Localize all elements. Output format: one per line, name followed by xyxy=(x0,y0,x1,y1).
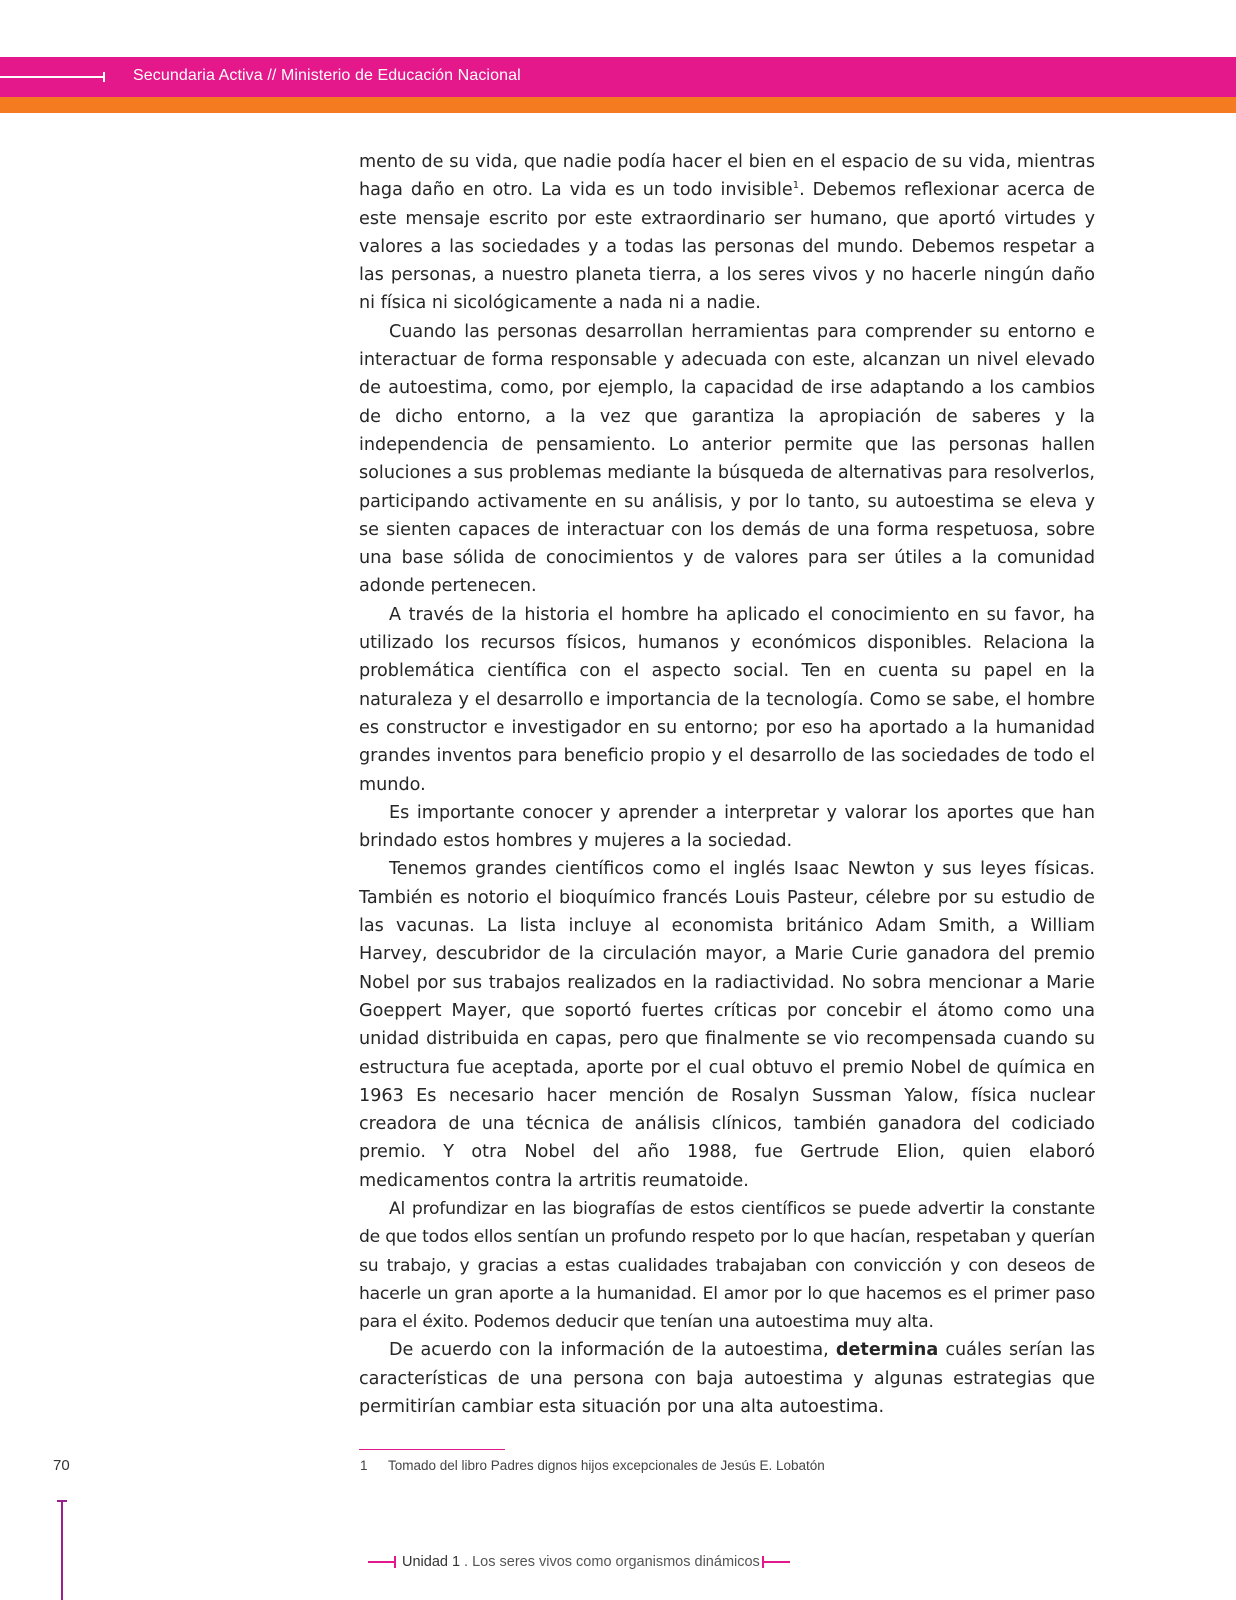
page-number: 70 xyxy=(53,1457,70,1474)
paragraph-4: Es importante conocer y aprender a interpretar y valorar los aportes que han brindado estos hombres y mujeres a la sociedad. xyxy=(359,802,1095,852)
footnote-reference: 1 xyxy=(792,180,800,192)
paragraph-5: Tenemos grandes científicos como el inglés Isaac Newton y sus leyes físicas. También es notorio el bioquímico francés Louis Pasteur, célebre por su estudio de las vacunas. La lista incluye al economista británico Adam Smith, a William Harvey, descubridor de la circulación mayor, a Marie Curie ganadora del premio Nobel por sus trabajos realizados en la radiactividad. No sobra mencionar a Marie Goeppert Mayer, que soportó fuertes críticas por concebir el átomo como una unidad distribuida en capas, pero que finalmente se vio recompensada cuando su estructura fue aceptada, aporte por el cual obtuvo el premio Nobel de química en 1963 Es necesario hacer mención de Rosalyn Sussman Yalow, física nuclear creadora de una técnica de análisis clínicos, también ganadora del codiciado premio. Y otra Nobel del año 1988, fue Gertrude Elion, quien elaboró medicamentos contra la artritis reumatoide. xyxy=(359,859,1095,1191)
footer-description: . Los seres vivos como organismos dinámicos xyxy=(464,1554,760,1570)
footer-rule-left xyxy=(368,1561,394,1563)
footnote-text: Tomado del libro Padres dignos hijos excepcionales de Jesús E. Lobatón xyxy=(388,1458,825,1473)
footer-rule-right xyxy=(764,1561,790,1563)
header-rule xyxy=(0,76,104,78)
paragraph-1-part-a: mento de su vida, que nadie podía hacer el bien en el espacio de su vida, mientras haga daño en otro. La vida es un todo invisible xyxy=(359,152,1095,201)
paragraph-7-part-a: De acuerdo con la información de la autoestima, xyxy=(389,1340,836,1361)
paragraph-3: A través de la historia el hombre ha aplicado el conocimiento en su favor, ha utilizado los recursos físicos, humanos y económicos disponibles. Relaciona la problemática científica con el aspecto social. Ten en cuenta su papel en la naturaleza y el desarrollo e importancia de la tecnología. Como se sabe, el hombre es constructor e investigador en su entorno; por eso ha aportado a la humanidad grandes inventos para beneficio propio y el desarrollo de las sociedades de todo el mundo. xyxy=(359,604,1095,795)
paragraph-1 xyxy=(359,148,1095,318)
footer-unit: Unidad 1 xyxy=(402,1554,461,1570)
paragraph-6: Al profundizar en las biografías de estos científicos se puede advertir la constante de que todos ellos sentían un profundo respeto por lo que hacían, respetaban y querían su trabajo, y gracias a estas cualidades trabajaban con convicción y con deseos de hacerle un gran aporte a la humanidad. El amor por lo que hacemos es el primer paso para el éxito. Podemos deducir que tenían una autoestima muy alta. xyxy=(359,1198,1095,1333)
header-accent-stripe xyxy=(0,97,1236,113)
paragraph-7-part-b: cuáles serían las características de una persona con baja autoestima y algunas estrategias que permitirían cambiar esta situación por una alta autoestima. xyxy=(359,1340,1095,1418)
instruction-keyword: determina xyxy=(835,1340,939,1361)
footer-tick-left xyxy=(394,1556,396,1568)
paragraph-7 xyxy=(359,1336,1095,1421)
footer xyxy=(368,1552,790,1572)
header-title: Secundaria Activa // Ministerio de Educación Nacional xyxy=(133,67,521,84)
paragraph-1-part-b: . Debemos reflexionar acerca de este mensaje escrito por este extraordinario ser humano, que aportó virtudes y valores a las sociedades y a todas las personas del mundo. Debemos respetar a las personas, a nuestro planeta tierra, a los seres vivos y no hacerle ningún daño ni física ni sicológicamente a nada ni a nadie. xyxy=(359,180,1096,314)
header-rule-tick xyxy=(103,72,105,82)
margin-line xyxy=(61,1501,63,1600)
paragraph-2: Cuando las personas desarrollan herramientas para comprender su entorno e interactuar de forma responsable y adecuada con este, alcanzan un nivel elevado de autoestima, como, por ejemplo, la capacidad de irse adaptando a los cambios de dicho entorno, a la vez que garantiza la apropiación de saberes y la independencia de pensamiento. Lo anterior permite que las personas hallen soluciones a sus problemas mediante la búsqueda de alternativas para resolverlos, participando activamente en su análisis, y por lo tanto, su autoestima se eleva y se sienten capaces de interactuar con los demás de una forma respetuosa, sobre una base sólida de conocimientos y de valores para ser útiles a la comunidad adonde pertenecen. xyxy=(359,321,1095,597)
main-text xyxy=(359,148,1095,1421)
footnote-number: 1 xyxy=(360,1458,368,1473)
footnote-rule xyxy=(359,1449,505,1450)
